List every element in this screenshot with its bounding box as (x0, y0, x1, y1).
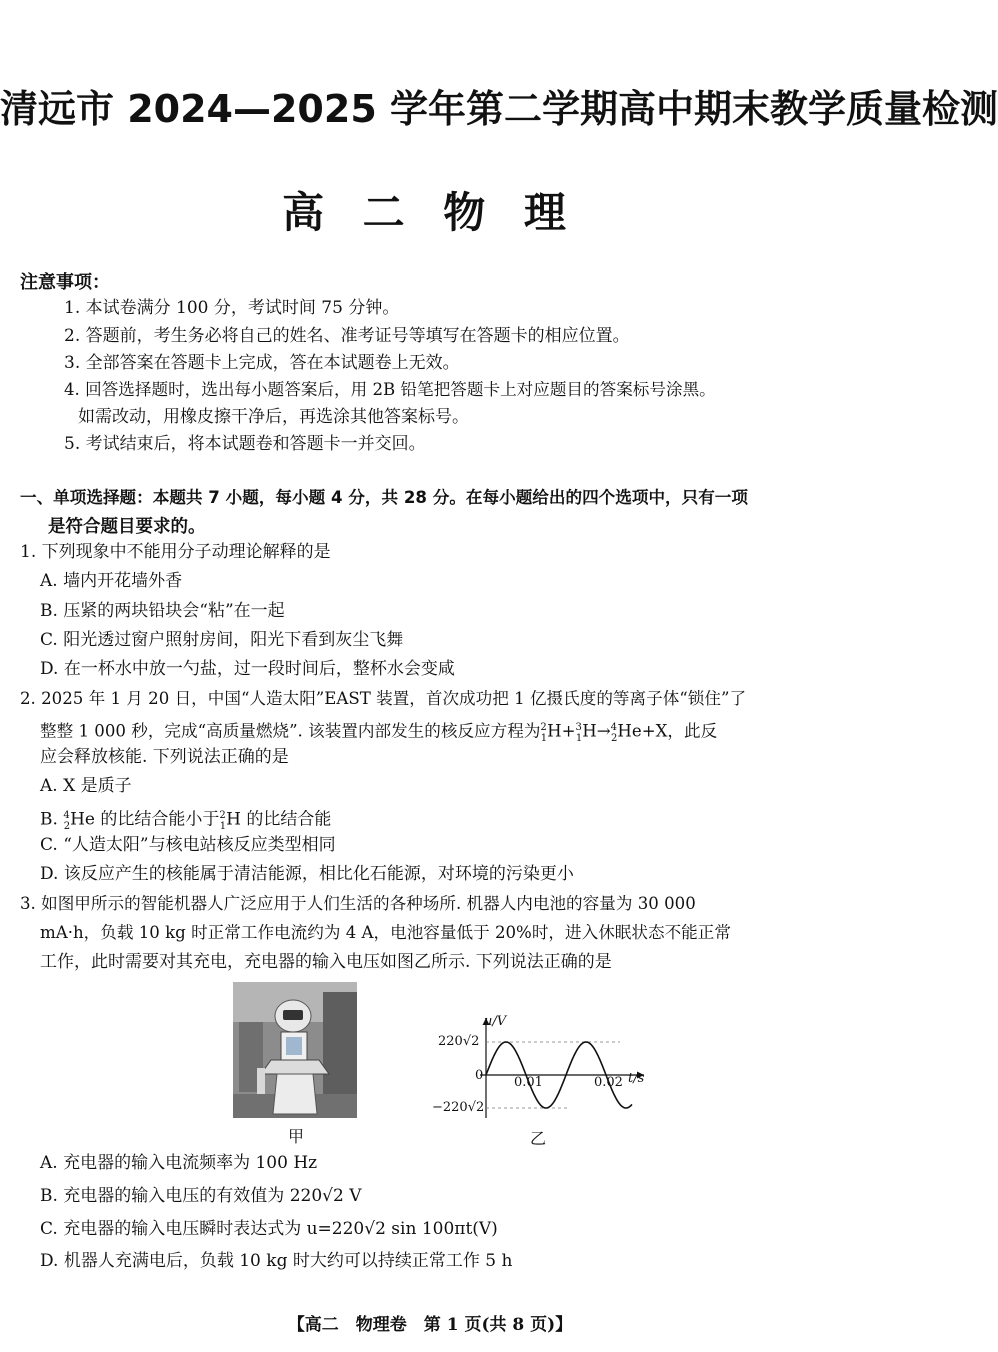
question-3-option-b: B. 充电器的输入电压的有效值为 220√2 V (40, 1186, 362, 1206)
question-1-option-a: A. 墙内开花墙外香 (40, 571, 183, 591)
section-heading: 一、单项选择题：本题共 7 小题，每小题 4 分，共 28 分。在每小题给出的四个选项中，只有一项 (20, 488, 748, 507)
robot-photo (233, 982, 357, 1118)
question-2-stem-line2: 整整 1 000 秒，完成“高质量燃烧”. 该装置内部发生的核反应方程为$^2_1$H+$^3_1$H→$^4_2$He+X，此反 (40, 717, 717, 750)
notice-item: 4. 回答选择题时，选出每小题答案后，用 2B 铅笔把答题卡上对应题目的答案标号涂黑。 (64, 380, 716, 399)
question-1-option-d: D. 在一杯水中放一勺盐，过一段时间后，整杯水会变咸 (40, 659, 455, 679)
notice-heading: 注意事项： (20, 272, 110, 293)
question-3-option-a: A. 充电器的输入电流频率为 100 Hz (40, 1153, 318, 1173)
y-tick-bottom: −220√2 (432, 1100, 485, 1115)
question-1-stem: 1. 下列现象中不能用分子动理论解释的是 (20, 542, 331, 562)
question-3-option-d: D. 机器人充满电后，负载 10 kg 时大约可以持续正常工作 5 h (40, 1251, 513, 1271)
notice-item: 1. 本试卷满分 100 分，考试时间 75 分钟。 (64, 298, 400, 318)
question-2-option-a: A. X 是质子 (40, 776, 132, 796)
question-1-option-c: C. 阳光透过窗户照射房间，阳光下看到灰尘飞舞 (40, 630, 404, 650)
question-2-option-c: C. “人造太阳”与核电站核反应类型相同 (40, 835, 336, 855)
nuclide-h3: $^3_1$ (575, 722, 583, 744)
x-tick-1: 0.01 (514, 1075, 543, 1090)
section-heading-continued: 是符合题目要求的。 (48, 517, 206, 537)
figure-b-caption: 乙 (530, 1129, 547, 1148)
page-footer: 【高二 物理卷 第 1 页(共 8 页)】 (287, 1315, 573, 1335)
nuclide-h2: $^2_1$ (219, 810, 227, 833)
nuclide-he4: $^4_2$ (63, 810, 71, 833)
question-2-option-b: B. $^4_2$He 的比结合能小于$^2_1$H 的比结合能 (40, 805, 331, 838)
figure-a-caption: 甲 (288, 1127, 305, 1146)
y-tick-top: 220√2 (438, 1034, 480, 1049)
notice-item-continued: 如需改动，用橡皮擦干净后，再选涂其他答案标号。 (78, 407, 469, 427)
notice-item: 5. 考试结束后，将本试题卷和答题卡一并交回。 (64, 434, 426, 454)
nuclide-he4: $^4_2$ (610, 722, 618, 744)
question-2-stem-line1: 2. 2025 年 1 月 20 日，中国“人造太阳”EAST 装置，首次成功把 1 亿摄氏度的等离子体“锁住”了 (20, 689, 747, 708)
exam-title: 清远市 2024—2025 学年第二学期高中期末教学质量检测 (0, 87, 998, 131)
notice-item: 2. 答题前，考生务必将自己的姓名、准考证号等填写在答题卡的相应位置。 (64, 326, 630, 346)
x-tick-2: 0.02 (594, 1075, 623, 1090)
subject-title: 高 二 物 理 (282, 188, 578, 237)
question-3-stem-line2: mA·h，负载 10 kg 时正常工作电流约为 4 A，电池容量低于 20%时，进入休眠状态不能正常 (40, 923, 731, 942)
question-3-stem-line3: 工作，此时需要对其充电，充电器的输入电压如图乙所示. 下列说法正确的是 (40, 952, 612, 972)
question-3-stem-line1: 3. 如图甲所示的智能机器人广泛应用于人们生活的各种场所. 机器人内电池的容量为 30 000 (20, 894, 696, 913)
question-2-stem-line3: 应会释放核能. 下列说法正确的是 (40, 747, 289, 767)
y-axis-label: u/V (484, 1014, 507, 1029)
origin-label: 0 (475, 1068, 484, 1083)
notice-item: 3. 全部答案在答题卡上完成，答在本试题卷上无效。 (64, 353, 460, 373)
x-axis-label: t/s (628, 1071, 645, 1086)
question-1-option-b: B. 压紧的两块铅块会“粘”在一起 (40, 601, 285, 621)
nuclide-h2: $^2_1$ (540, 722, 548, 744)
question-3-option-c: C. 充电器的输入电压瞬时表达式为 u=220√2 sin 100πt(V) (40, 1219, 498, 1239)
question-2-option-d: D. 该反应产生的核能属于清洁能源，相比化石能源，对环境的污染更小 (40, 864, 574, 884)
